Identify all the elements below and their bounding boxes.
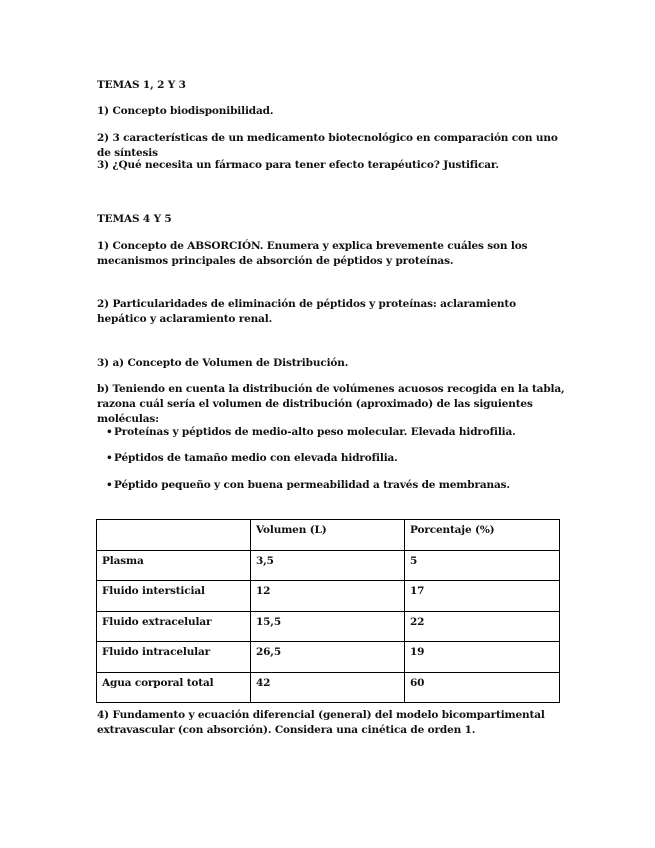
table-header-cell: Volumen (L) (251, 520, 405, 551)
question-1-3: 3) ¿Qué necesita un fármaco para tener efecto terapéutico? Justificar. (97, 159, 499, 171)
section-heading-temas-4-5: TEMAS 4 Y 5 (97, 213, 172, 225)
table-cell: Plasma (97, 550, 251, 581)
table-header-row (97, 520, 560, 551)
bullet-text: Péptidos de tamaño medio con elevada hidrofilia. (114, 452, 398, 464)
question-2-4: 4) Fundamento y ecuación diferencial (general) del modelo bicompartimental extravascular (con absorción). Considera una cinética de orden 1. (97, 709, 545, 736)
question-2-2: 2) Particularidades de eliminación de péptidos y proteínas: aclaramiento hepático y aclaramiento renal. (97, 298, 516, 325)
bullet-item (106, 425, 561, 440)
table-header-cell (97, 520, 251, 551)
table-row (97, 581, 560, 612)
bullet-dot: • (106, 426, 113, 438)
question-2-1: 1) Concepto de ABSORCIÓN. Enumera y explica brevemente cuáles son los mecanismos principales de absorción de péptidos y proteínas. (97, 240, 528, 267)
table-cell: Fluido intersticial (97, 581, 251, 612)
bullet-item (106, 478, 561, 493)
question-1-2: 2) 3 características de un medicamento biotecnológico en comparación con uno de síntesis (97, 132, 558, 159)
section-heading-temas-1-2-3: TEMAS 1, 2 Y 3 (97, 79, 186, 91)
table-row (97, 611, 560, 642)
table-cell: 3,5 (251, 550, 405, 581)
question-2-3b: b) Teniendo en cuenta la distribución de volúmenes acuosos recogida en la tabla, razona cuál sería el volumen de distribución (aproximado) de las siguientes moléculas: (97, 383, 565, 425)
table-row (97, 550, 560, 581)
table-cell: 60 (405, 672, 560, 703)
bullet-text: Péptido pequeño y con buena permeabilidad a través de membranas. (114, 479, 510, 491)
table-header-cell: Porcentaje (%) (405, 520, 560, 551)
table-row (97, 672, 560, 703)
table-cell: 22 (405, 611, 560, 642)
bullet-dot: • (106, 452, 113, 464)
table-cell: Agua corporal total (97, 672, 251, 703)
table-cell: 42 (251, 672, 405, 703)
table-cell: 17 (405, 581, 560, 612)
table-cell: 19 (405, 642, 560, 673)
table-cell: 26,5 (251, 642, 405, 673)
table-cell: Fluido extracelular (97, 611, 251, 642)
question-1-1: 1) Concepto biodisponibilidad. (97, 105, 274, 117)
table-cell: Fluido intracelular (97, 642, 251, 673)
table-row (97, 642, 560, 673)
bullet-item (106, 451, 561, 466)
question-2-3a: 3) a) Concepto de Volumen de Distribución. (97, 357, 349, 369)
volume-distribution-table (96, 519, 560, 703)
table-cell: 5 (405, 550, 560, 581)
table-cell: 15,5 (251, 611, 405, 642)
bullet-text: Proteínas y péptidos de medio-alto peso molecular. Elevada hidrofilia. (114, 426, 516, 438)
bullet-dot: • (106, 479, 113, 491)
table-cell: 12 (251, 581, 405, 612)
